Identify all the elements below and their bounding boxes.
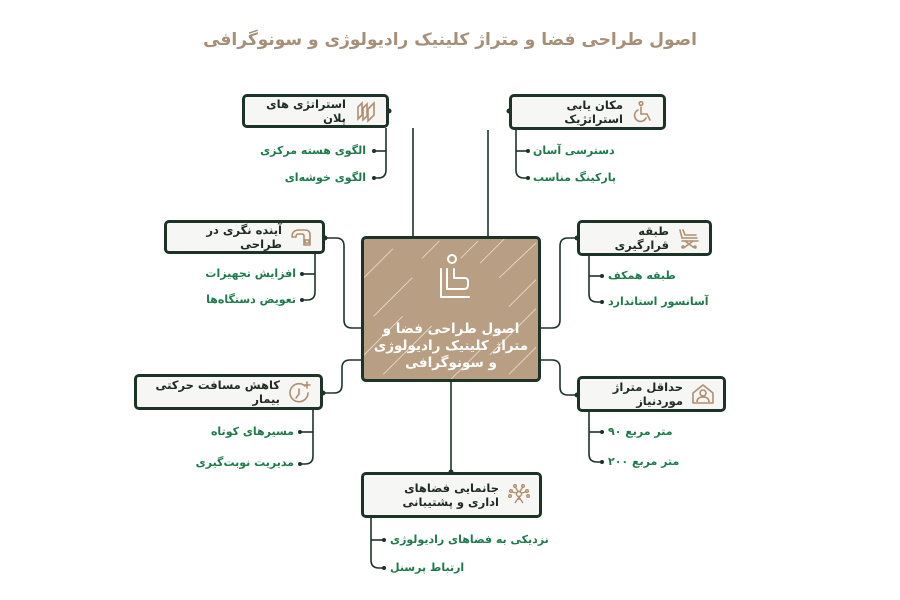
leaf-appointment-mgmt: مدیریت نوبت‌گیری [195,456,294,469]
leaf-central-core: الگوی هسته مرکزی [260,144,366,157]
leaf-near-radiology: نزدیکی به فضاهای رادیولوژی [390,533,549,546]
folders-icon [354,99,378,123]
wheelchair-icon [631,100,655,124]
diagram-title: اصول طراحی فضا و متراژ کلینیک رادیولوژی و سونوگرافی [203,30,697,50]
leaf-ground-floor: طبقه همکف [608,269,676,282]
leaf-parking: پارکینگ مناسب [533,171,616,184]
node-label: کاهش مسافت حرکتی بیمار [155,377,280,406]
clock-plus-icon [288,380,312,404]
leaf-replace-devices: تعویض دستگاه‌ها [206,293,296,306]
node-min-area[interactable] [577,376,726,412]
leaf-easy-access: دسترسی آسان [533,144,615,157]
center-node [361,236,541,382]
leaf-staff-connection: ارتباط پرسنل [390,561,465,574]
node-admin-support[interactable] [361,472,542,518]
tap-icon [290,225,314,249]
leaf-more-equipment: افزایش تجهیزات [205,267,296,280]
seated-person-icon [436,253,472,303]
node-label: حداقل متراژ موردنیاز [612,379,683,408]
node-label: طبقه قرارگیری [614,223,669,252]
hospital-bed-icon [677,226,701,250]
node-label: آینده نگری در طراحی [206,222,282,251]
leaf-short-routes: مسیرهای کوتاه [210,425,294,438]
network-person-icon [507,483,531,507]
node-future-design[interactable] [164,220,325,254]
leaf-200-sqm: متر مربع ۲۰۰ [608,455,680,468]
node-label: جانمایی فضاهای اداری و پشتیبانی [402,480,499,509]
node-label: استراتژی های پلان [266,96,346,125]
center-label: اصول طراحی فضا و متراژ کلینیک رادیولوژی و سونوگرافی [373,321,529,371]
node-plan-strategies[interactable] [242,94,389,128]
leaf-90-sqm: متر مربع ۹۰ [608,425,673,438]
node-label: مکان یابی استراتژیک [564,97,623,126]
home-user-icon [691,382,715,406]
node-strategic-location[interactable] [509,94,666,130]
node-reduce-walking[interactable] [134,374,323,410]
leaf-standard-elevator: آسانسور استاندارد [608,295,709,308]
leaf-cluster: الگوی خوشه‌ای [284,171,366,184]
node-floor-placement[interactable] [577,220,712,256]
